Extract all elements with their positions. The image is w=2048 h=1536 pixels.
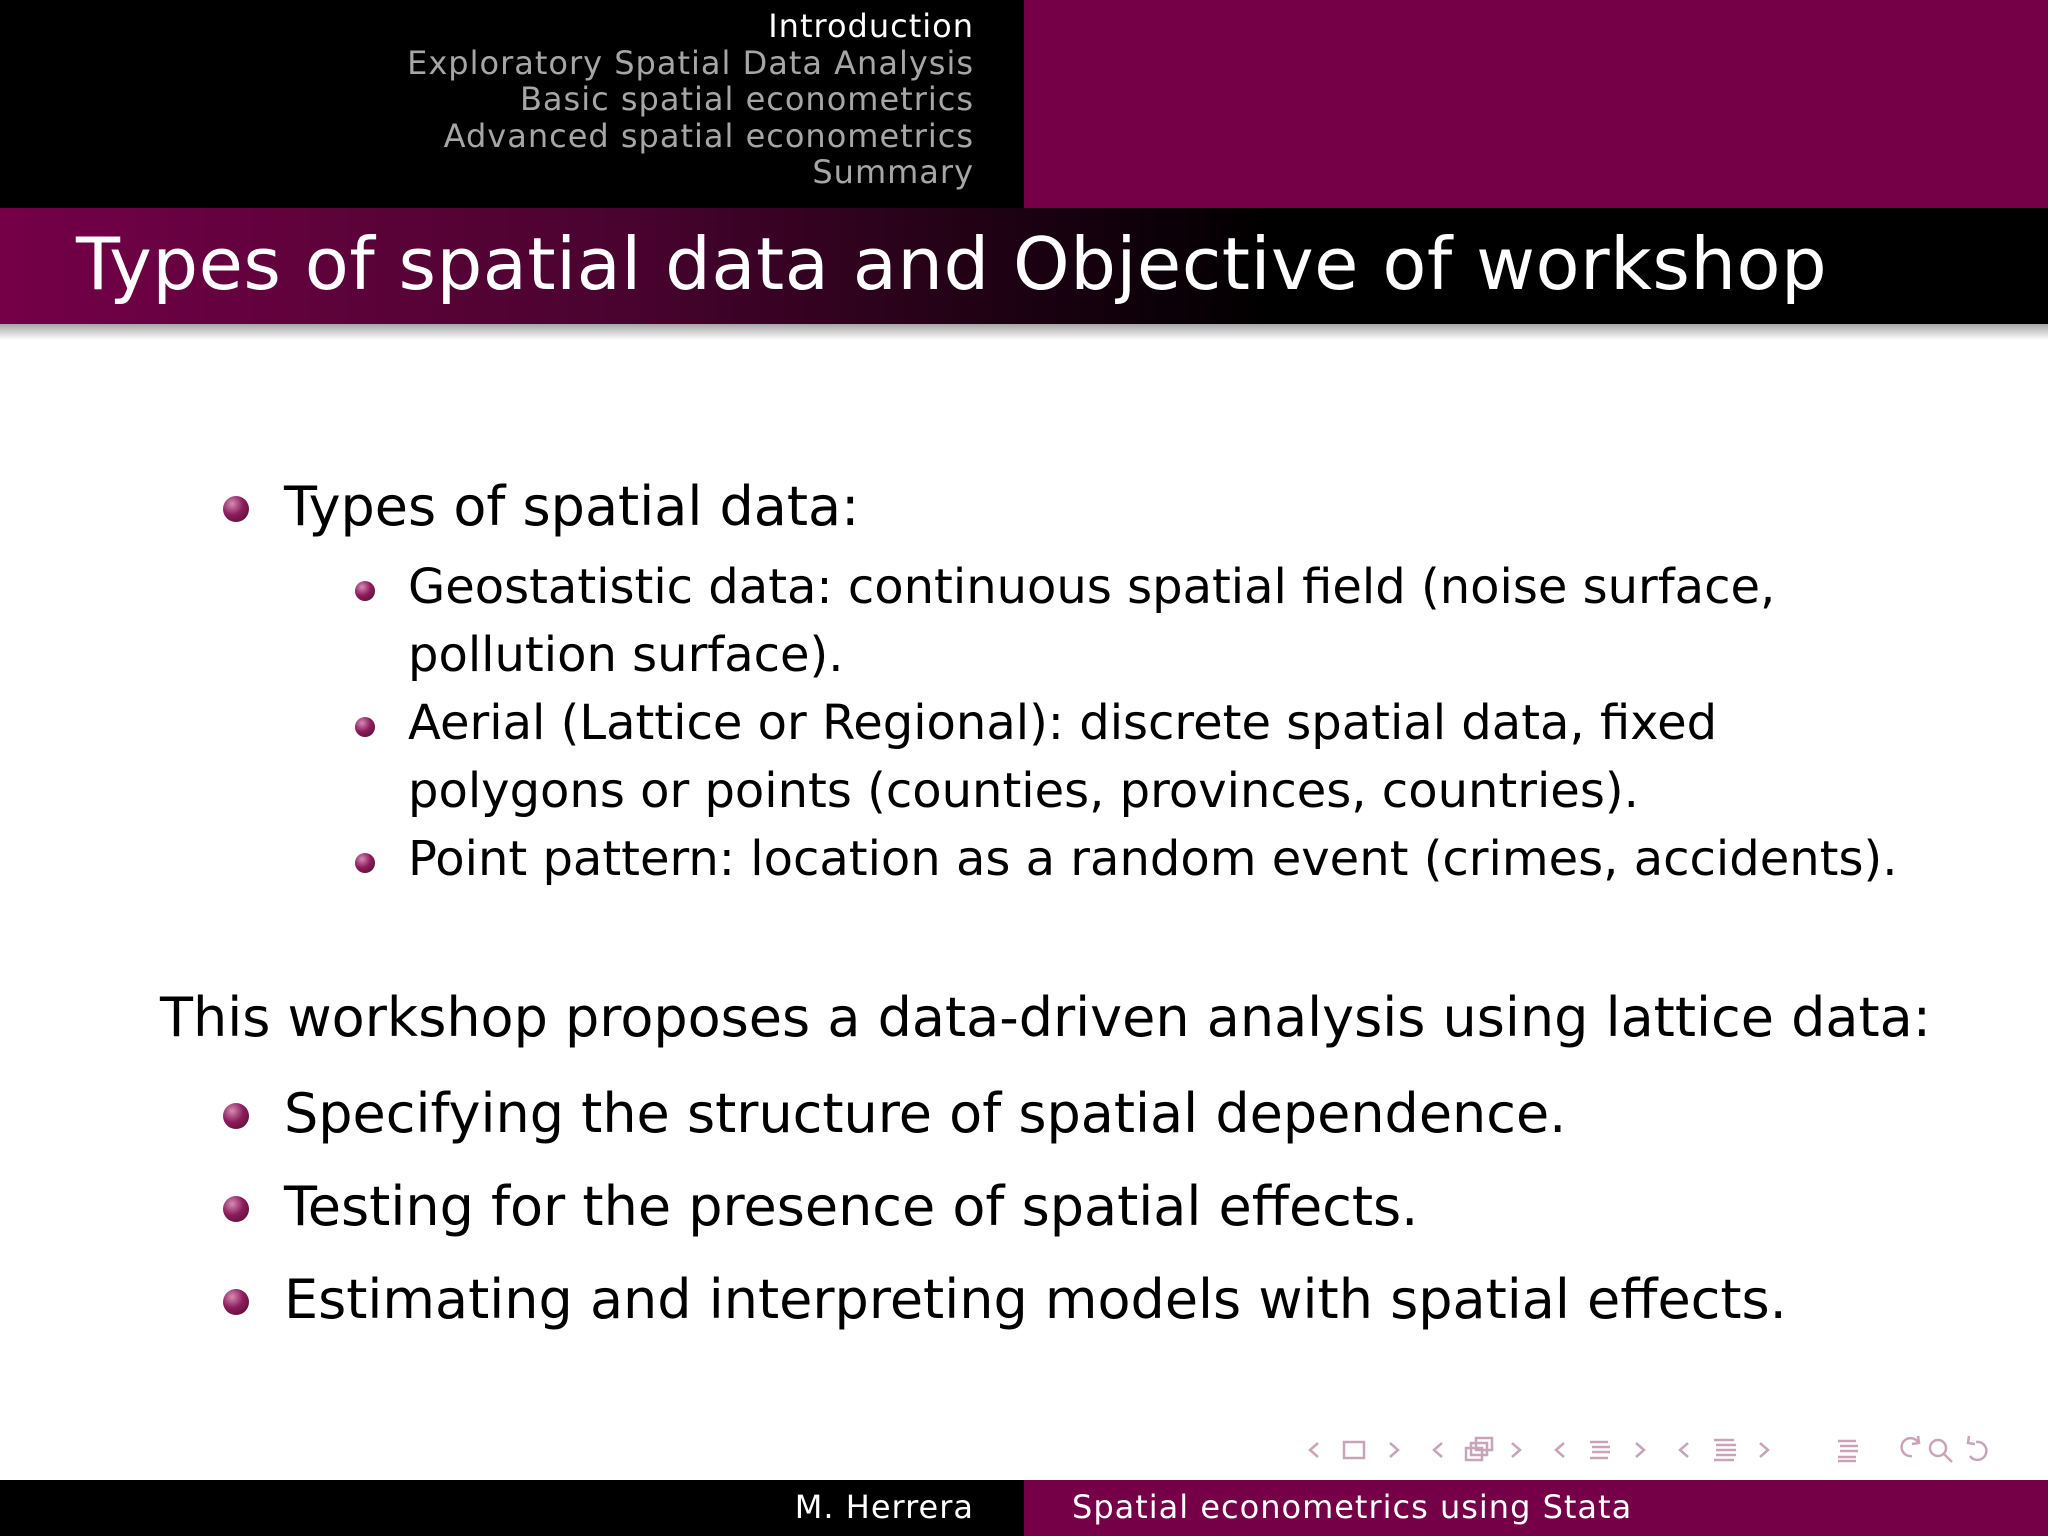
footer-short-title: Spatial econometrics using Stata <box>1072 1488 1633 1526</box>
bullet-ball-icon <box>223 1103 249 1129</box>
title-bar-shadow <box>0 324 2048 340</box>
nav-appendix-icon[interactable] <box>1838 1441 1858 1461</box>
nav-document-icon[interactable] <box>1680 1440 1768 1460</box>
nav-section-introduction[interactable]: Introduction <box>768 7 974 45</box>
nav-section-icon[interactable] <box>1556 1442 1644 1458</box>
header-right-panel <box>1024 0 2048 208</box>
types-item-aerial-line1: Aerial (Lattice or Regional): discrete spatial data, fixed <box>408 695 1718 751</box>
bullet-ball-icon <box>223 1196 249 1222</box>
nav-frame-icon[interactable] <box>1310 1442 1398 1458</box>
footer-author: M. Herrera <box>794 1488 974 1526</box>
workshop-item-specifying: Specifying the structure of spatial dependence. <box>284 1082 1567 1145</box>
bullet-ball-icon <box>223 1289 249 1315</box>
header-left-panel <box>0 0 1024 208</box>
nav-back-icon[interactable] <box>1902 1436 1919 1456</box>
footer-right-panel <box>1024 1480 2048 1536</box>
workshop-item-estimating: Estimating and interpreting models with spatial effects. <box>284 1268 1787 1331</box>
nav-section-esda[interactable]: Exploratory Spatial Data Analysis <box>407 43 974 82</box>
types-item-geostatistic-line2: pollution surface). <box>408 627 844 683</box>
bullet-ball-icon <box>223 496 249 522</box>
nav-section-advanced[interactable]: Advanced spatial econometrics <box>443 116 974 155</box>
nav-section-summary[interactable]: Summary <box>812 153 974 191</box>
sub-bullet-ball-icon <box>355 853 375 873</box>
footer-left-panel <box>0 1480 1024 1536</box>
nav-subsection-icon[interactable] <box>1434 1438 1520 1460</box>
workshop-intro: This workshop proposes a data-driven analysis using lattice data: <box>160 986 1931 1049</box>
workshop-item-testing: Testing for the presence of spatial effects. <box>284 1175 1419 1238</box>
frame-title: Types of spatial data and Objective of workshop <box>76 222 1828 306</box>
nav-section-basic[interactable]: Basic spatial econometrics <box>519 80 974 118</box>
types-heading: Types of spatial data: <box>284 475 860 538</box>
nav-search-icon[interactable] <box>1930 1440 1952 1462</box>
nav-forward-icon[interactable] <box>1968 1436 1986 1460</box>
section-navigation <box>74 8 974 191</box>
sub-bullet-ball-icon <box>355 581 375 601</box>
sub-bullet-ball-icon <box>355 717 375 737</box>
types-item-geostatistic-line1: Geostatistic data: continuous spatial field (noise surface, <box>408 559 1776 615</box>
types-item-aerial-line2: polygons or points (counties, provinces, countries). <box>408 763 1639 819</box>
types-item-point-pattern: Point pattern: location as a random event (crimes, accidents). <box>408 831 1898 887</box>
navigation-symbols <box>1300 1430 2030 1470</box>
